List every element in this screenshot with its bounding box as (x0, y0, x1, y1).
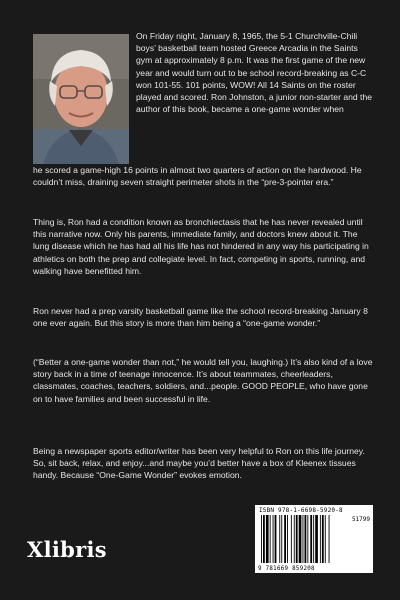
closing-paragraph: Being a newspaper sports editor/writer has been very helpful to Ron on this life journey. So, sit back, relax, and enjoy...and maybe you’d better have a box of Kleenex tissues handy. Because “One-Game Wonder” evokes emotion. (33, 446, 365, 481)
barcode-bars (255, 505, 373, 573)
barcode-bar (303, 515, 304, 563)
price-code: 51799 (351, 516, 370, 523)
publisher-logo: Xlibris (27, 537, 107, 562)
barcode-bar (315, 515, 318, 563)
barcode-bar (279, 515, 280, 563)
barcode-bar (273, 515, 274, 563)
barcode-bar (310, 515, 312, 563)
barcode-bar (299, 515, 302, 563)
intro-paragraph: On Friday night, January 8, 1965, the 5-1 Churchville-Chili boys’ basketball team hosted Greece Arcadia in the Saints gym at approximately 8 p.m. It was the first game of the new year and would turn out to be school record-breaking as C-C won 101-55. 101 points, WOW! All 14 Saints on the roster played and scored. Ron Johnston, a junior non-starter and the author of this book, became a one-game wonder when (136, 31, 373, 115)
barcode-bar (287, 515, 288, 563)
barcode-bar (275, 515, 277, 563)
barcode-bar (291, 515, 292, 563)
barcode-bar (281, 515, 282, 563)
condition-paragraph: Thing is, Ron had a condition known as bronchiectasis that he has never revealed until this narrative now. Only his parents, immediate family, and doctors knew about it. The lung disease which he has had all his life has not hindered in any way his participating in athletics on both the prep and collegiate level. In fact, competing in sports, running, and walking have benefitted him. (33, 217, 369, 276)
ean-digits: 9 781669 859208 (258, 566, 315, 572)
barcode-bar (263, 515, 265, 563)
record-game-paragraph: Ron never had a prep varsity basketball game like the school record-breaking January 8 one ever again. But this story is more than him being a “one-game wonder.” (33, 306, 368, 329)
barcode-bar (313, 515, 314, 563)
love-story-paragraph: (“Better a one-game wonder than not,” he would tell you, laughing.) It’s also kind of a love story back in a time of teenage innocence. It’s about teammates, cheerleaders, classmates, coaches, teachers, soldiers, and...people. GOOD PEOPLE, who have gone on to have families and been successful in life. (33, 357, 373, 404)
barcode-bar (270, 515, 271, 563)
barcode-bar (266, 515, 269, 563)
barcode-bar (261, 515, 262, 563)
author-photo (33, 34, 129, 164)
barcode-bar (284, 515, 286, 563)
intro-paragraph-continued: he scored a game-high 16 points in almost two quarters of action on the hardwood. He couldn’t miss, draining seven straight perimeter shots in the “pre-3-pointer era.” (33, 165, 362, 188)
isbn-text: ISBN 978-1-6698-5920-8 (259, 507, 343, 514)
barcode-bar (296, 515, 298, 563)
barcode-bar (320, 515, 321, 563)
barcode-bar (322, 515, 324, 563)
isbn-barcode (255, 505, 373, 573)
barcode-bar (329, 515, 330, 563)
barcode-bar (307, 515, 308, 563)
author-portrait-icon (33, 34, 129, 164)
barcode-bar (325, 515, 326, 563)
barcode-bar (294, 515, 295, 563)
barcode-bar (305, 515, 307, 563)
